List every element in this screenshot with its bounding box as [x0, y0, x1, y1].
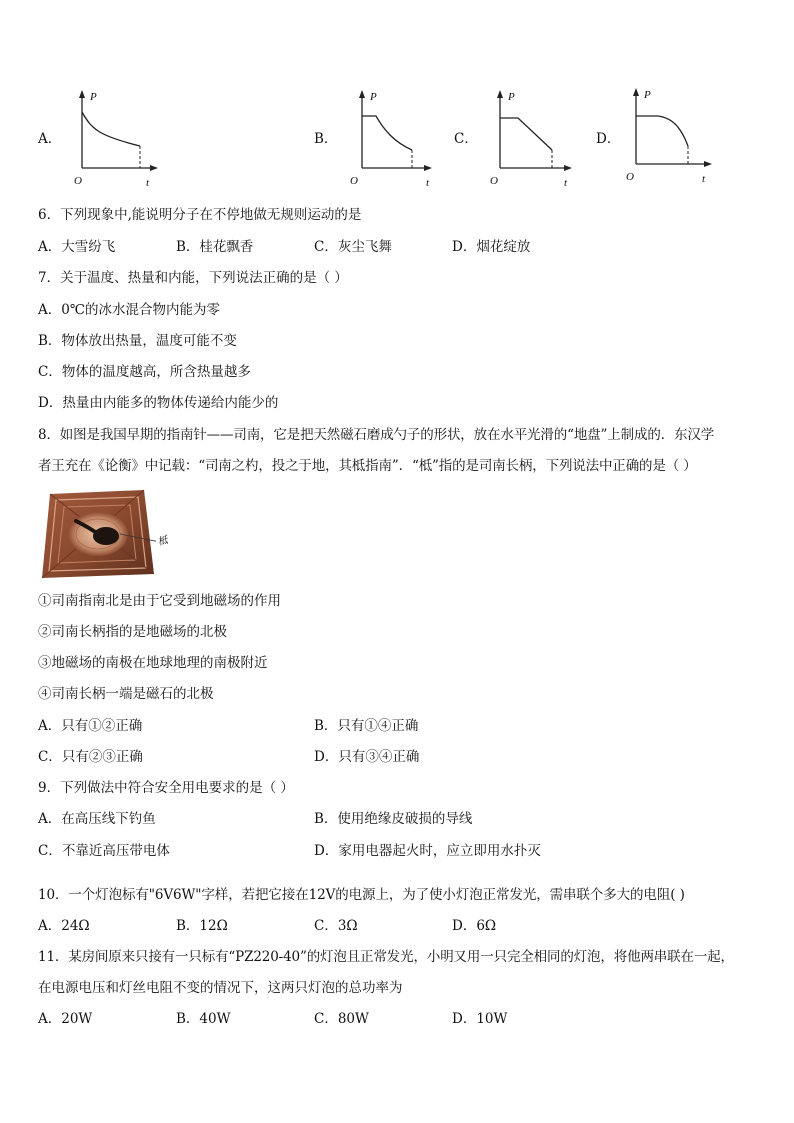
option-c: C．不靠近高压带电体: [38, 843, 170, 859]
option-c: C．灰尘飞舞: [314, 239, 392, 255]
graph-b-svg: [350, 90, 450, 190]
option-d: D．家用电器起火时，应立即用水扑灭: [314, 843, 541, 859]
option-c: C．80W: [314, 1011, 369, 1027]
compass-handle-label: 柢: [156, 534, 170, 549]
origin-label: O: [74, 175, 82, 187]
axis-x-label: t: [564, 177, 568, 189]
option-label: A．: [38, 131, 62, 147]
statement-2: ②司南长柄指的是地磁场的北极: [38, 624, 227, 640]
axis-x-label: t: [146, 177, 150, 189]
axis-y-label: P: [370, 91, 377, 103]
option-b: B．只有①④正确: [314, 718, 419, 734]
option-label: C．: [454, 131, 478, 147]
statement-3: ③地磁场的南极在地球地理的南极附近: [38, 655, 268, 671]
graph-c-svg: [488, 90, 588, 190]
option-b: B．桂花飘香: [176, 239, 254, 255]
option-c: C．3Ω: [314, 918, 358, 934]
question-stem: 9．下列做法中符合安全用电要求的是（ ）: [38, 780, 294, 796]
question-stem-line2: 者王充在《论衡》中记载：“司南之杓，投之于地，其柢指南”．“柢”指的是司南长柄，下列说法中正确的是（ ）: [38, 458, 697, 474]
origin-label: O: [626, 171, 634, 183]
statement-4: ④司南长柄一端是磁石的北极: [38, 686, 214, 702]
axis-x-label: t: [426, 177, 430, 189]
option-b: B．使用绝缘皮破损的导线: [314, 811, 473, 827]
question-stem: 10．一个灯泡标有"6V6W"字样，若把它接在12V的电源上，为了使小灯泡正常发光，需串联个多大的电阻( ): [38, 887, 685, 903]
question-stem: 6．下列现象中,能说明分子在不停地做无规则运动的是: [38, 207, 362, 223]
option-c: C．物体的温度越高，所含热量越多: [38, 364, 251, 380]
axis-y-label: P: [644, 89, 651, 101]
axis-x-label: t: [702, 173, 706, 185]
option-a: A．24Ω: [38, 918, 90, 934]
graph-b: [350, 90, 450, 194]
option-a: A．20W: [38, 1011, 93, 1027]
option-d: D．10W: [452, 1011, 508, 1027]
axis-y-label: P: [90, 91, 97, 103]
option-a: A．0℃的冰水混合物内能为零: [38, 302, 220, 318]
origin-label: O: [490, 175, 498, 187]
option-a: A．只有①②正确: [38, 718, 143, 734]
graph-c: [488, 90, 588, 194]
option-d: D．热量由内能多的物体传递给内能少的: [38, 395, 279, 411]
question-stem-line2: 在电源电压和灯丝电阻不变的情况下，这两只灯泡的总功率为: [38, 980, 403, 996]
compass-drawing: [40, 488, 156, 580]
axis-y-label: P: [508, 91, 515, 103]
option-b: B．12Ω: [176, 918, 228, 934]
statement-1: ①司南指南北是由于它受到地磁场的作用: [38, 593, 281, 609]
sinan-compass-image: [40, 488, 170, 580]
option-label: B．: [314, 131, 338, 147]
question-stem-line1: 11．某房间原来只接有一只标有“PZ220-40”的灯泡且正常发光，小明又用一只完全相同的灯泡，将他两串联在一起，: [38, 949, 734, 965]
option-d: D．6Ω: [452, 918, 497, 934]
option-b: B．物体放出热量，温度可能不变: [38, 333, 237, 349]
option-c: C．只有②③正确: [38, 749, 143, 765]
option-d: D．烟花绽放: [452, 239, 531, 255]
origin-label: O: [350, 175, 358, 187]
graph-d: [624, 88, 724, 192]
question-stem-line1: 8．如图是我国早期的指南针——司南，它是把天然磁石磨成勺子的形状，放在水平光滑的“地盘”上制成的．东汉学: [38, 427, 715, 443]
question-stem: 7．关于温度、热量和内能，下列说法正确的是（ ）: [38, 270, 348, 286]
option-b: B．40W: [176, 1011, 231, 1027]
option-a: A．大雪纷飞: [38, 239, 116, 255]
graph-a-svg: [70, 90, 170, 190]
option-d: D．只有③④正确: [314, 749, 420, 765]
graph-d-svg: [624, 88, 724, 188]
graph-a: [70, 90, 170, 194]
option-label: D．: [596, 131, 621, 147]
option-a: A．在高压线下钓鱼: [38, 811, 156, 827]
